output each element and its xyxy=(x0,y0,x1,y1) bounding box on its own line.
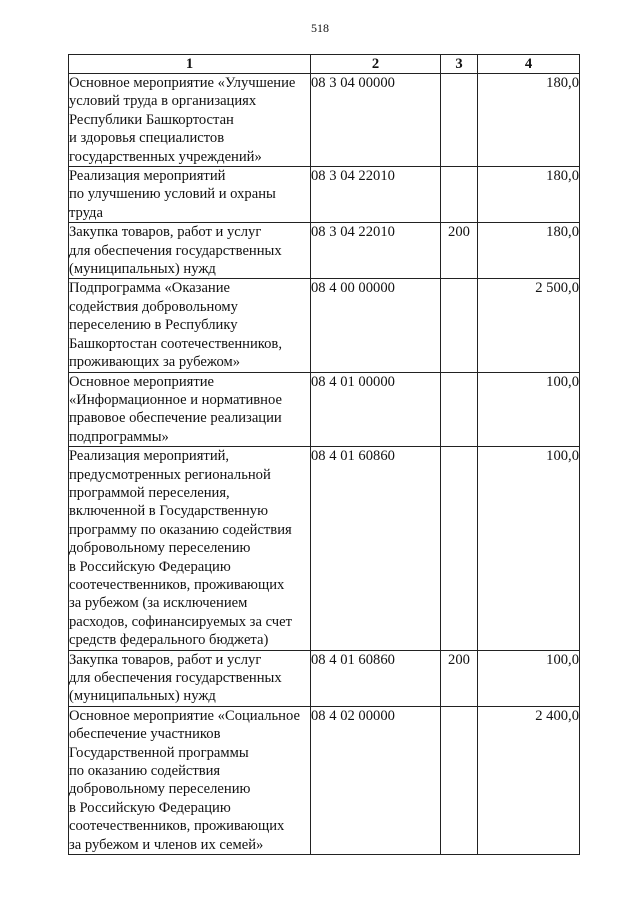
row-code: 08 4 01 60860 xyxy=(311,650,441,706)
row-type xyxy=(441,447,478,650)
table-header-row xyxy=(69,55,580,74)
budget-table xyxy=(68,54,580,855)
row-code: 08 3 04 00000 xyxy=(311,74,441,167)
row-name: Закупка товаров, работ и услуг для обеспечения государственных (муниципальных) нужд xyxy=(69,650,311,706)
column-header-amount: 4 xyxy=(478,55,580,74)
row-amount: 100,0 xyxy=(478,372,580,447)
row-type xyxy=(441,372,478,447)
table-row xyxy=(69,279,580,372)
row-name: Реализация мероприятий, предусмотренных региональной программой переселения, включенной в Государственную программу по оказанию содействия добровольному переселению в Российскую Федерацию соотечественников, проживающих за рубежом (за исключением расходов, софинансируемых за счет средств федерального бюджета) xyxy=(69,447,311,650)
row-amount: 100,0 xyxy=(478,447,580,650)
row-code: 08 4 01 00000 xyxy=(311,372,441,447)
table-row xyxy=(69,223,580,279)
row-code: 08 4 01 60860 xyxy=(311,447,441,650)
row-amount: 180,0 xyxy=(478,167,580,223)
row-name: Основное мероприятие «Улучшение условий труда в организациях Республики Башкортостан и здоровья специалистов государственных учреждений» xyxy=(69,74,311,167)
row-name: Подпрограмма «Оказание содействия добровольному переселению в Республику Башкортостан соотечественников, проживающих за рубежом» xyxy=(69,279,311,372)
row-code: 08 3 04 22010 xyxy=(311,223,441,279)
row-name: Реализация мероприятий по улучшению условий и охраны труда xyxy=(69,167,311,223)
page-number: 518 xyxy=(311,21,329,35)
row-code: 08 4 02 00000 xyxy=(311,706,441,854)
row-amount: 100,0 xyxy=(478,650,580,706)
table-row xyxy=(69,74,580,167)
row-type: 200 xyxy=(441,650,478,706)
table-row xyxy=(69,650,580,706)
row-type: 200 xyxy=(441,223,478,279)
row-amount: 180,0 xyxy=(478,223,580,279)
column-header-type: 3 xyxy=(441,55,478,74)
row-code: 08 4 00 00000 xyxy=(311,279,441,372)
row-name: Закупка товаров, работ и услуг для обеспечения государственных (муниципальных) нужд xyxy=(69,223,311,279)
row-type xyxy=(441,279,478,372)
table-row xyxy=(69,447,580,650)
table-row xyxy=(69,372,580,447)
column-header-name: 1 xyxy=(69,55,311,74)
column-header-code: 2 xyxy=(311,55,441,74)
row-type xyxy=(441,74,478,167)
row-amount: 2 400,0 xyxy=(478,706,580,854)
row-amount: 2 500,0 xyxy=(478,279,580,372)
row-name: Основное мероприятие «Социальное обеспечение участников Государственной программы по оказанию содействия добровольному переселению в Российскую Федерацию соотечественников, проживающих за рубежом и членов их семей» xyxy=(69,706,311,854)
row-name: Основное мероприятие «Информационное и нормативное правовое обеспечение реализации подпрограммы» xyxy=(69,372,311,447)
row-type xyxy=(441,706,478,854)
table-row xyxy=(69,167,580,223)
row-amount: 180,0 xyxy=(478,74,580,167)
table-row xyxy=(69,706,580,854)
row-type xyxy=(441,167,478,223)
row-code: 08 3 04 22010 xyxy=(311,167,441,223)
